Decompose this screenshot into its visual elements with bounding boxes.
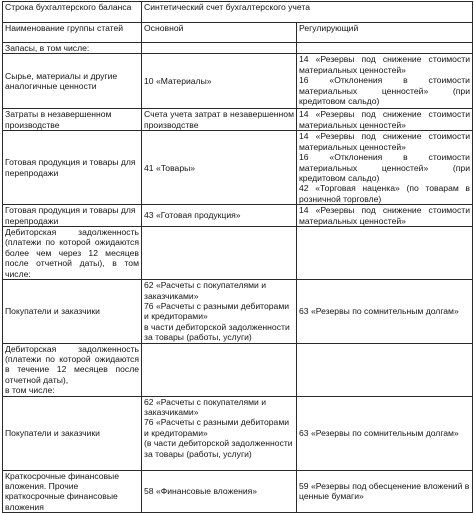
row-group-name: Затраты в незавершенном производстве xyxy=(3,109,142,131)
table-row xyxy=(3,470,473,513)
table-row xyxy=(3,43,473,54)
row-regulating-account xyxy=(297,43,473,54)
row-main-account: Счета учета затрат в незавершенном производстве xyxy=(142,109,297,131)
row-regulating-account xyxy=(297,227,473,280)
table-header-row xyxy=(3,2,473,23)
row-main-account xyxy=(142,343,297,396)
row-main-account: 43 «Готовая продукция» xyxy=(142,205,297,227)
table-row xyxy=(3,396,473,470)
row-group-name: Краткосрочные финансовые вложения. Прочие краткосрочные финансовые вложения xyxy=(3,470,142,513)
table-row xyxy=(3,227,473,280)
row-main-account: 41 «Товары» xyxy=(142,131,297,205)
row-main-account xyxy=(142,227,297,280)
header-balance-line: Строка бухгалтерского баланса xyxy=(3,2,142,23)
subheader-regulating: Регулирующий xyxy=(297,23,473,43)
balance-accounts-table xyxy=(2,1,473,513)
table-row xyxy=(3,280,473,343)
row-group-name: Дебиторская задолженность (платежи по которой ожидаются в течение 12 месяцев после отчетной даты), в том числе: xyxy=(3,343,142,396)
subheader-main: Основной xyxy=(142,23,297,43)
row-main-account: 62 «Расчеты с покупателями и заказчиками» 76 «Расчеты с разными дебиторами и кредиторами» в части дебиторской задолженности за товары (работы, услуги) xyxy=(142,280,297,343)
row-regulating-account: 14 «Резервы под снижение стоимости материальных ценностей» xyxy=(297,205,473,227)
row-group-name: Сырье, материалы и другие аналогичные ценности xyxy=(3,54,142,109)
row-regulating-account: 63 «Резервы по сомнительным долгам» xyxy=(297,280,473,343)
subheader-group-name: Наименование группы статей xyxy=(3,23,142,43)
row-group-name: Готовая продукция и товары для перепродажи xyxy=(3,205,142,227)
table-row xyxy=(3,343,473,396)
row-main-account: 10 «Материалы» xyxy=(142,54,297,109)
row-main-account: 62 «Расчеты с покупателями и заказчиками» 76 «Расчеты с разными дебиторами и кредиторами» (в части дебиторской задолженности за товары (работы, услуги) xyxy=(142,396,297,470)
table-subheader-row xyxy=(3,23,473,43)
table-row xyxy=(3,54,473,109)
table-row xyxy=(3,205,473,227)
row-regulating-account xyxy=(297,343,473,396)
row-group-name: Дебиторская задолженность (платежи по которой ожидаются более чем через 12 месяцев после отчетной даты), в том числе: xyxy=(3,227,142,280)
row-group-name: Покупатели и заказчики xyxy=(3,280,142,343)
row-regulating-account: 59 «Резервы под обесценение вложений в ценные бумаги» xyxy=(297,470,473,513)
row-main-account: 58 «Финансовые вложения» xyxy=(142,470,297,513)
document-page xyxy=(0,1,474,510)
row-regulating-account: 14 «Резервы под снижение стоимости материальных ценностей» 16 «Отклонения в стоимости материальных ценностей» (при кредитовом сальдо) xyxy=(297,54,473,109)
row-group-name: Запасы, в том числе: xyxy=(3,43,142,54)
row-main-account xyxy=(142,43,297,54)
row-regulating-account: 63 «Резервы по сомнительным долгам» xyxy=(297,396,473,470)
row-regulating-account: 14 «Резервы под снижение стоимости материальных ценностей» xyxy=(297,109,473,131)
row-group-name: Готовая продукция и товары для перепродажи xyxy=(3,131,142,205)
header-synthetic-account: Синтетический счет бухгалтерского учета xyxy=(142,2,473,23)
table-row xyxy=(3,109,473,131)
row-group-name: Покупатели и заказчики xyxy=(3,396,142,470)
row-regulating-account: 14 «Резервы под снижение стоимости материальных ценностей» 16 «Отклонения в стоимости материальных ценностей» (при кредитовом сальдо) 42 «Торговая наценка» (по товарам в розничной торговле) xyxy=(297,131,473,205)
table-row xyxy=(3,131,473,205)
